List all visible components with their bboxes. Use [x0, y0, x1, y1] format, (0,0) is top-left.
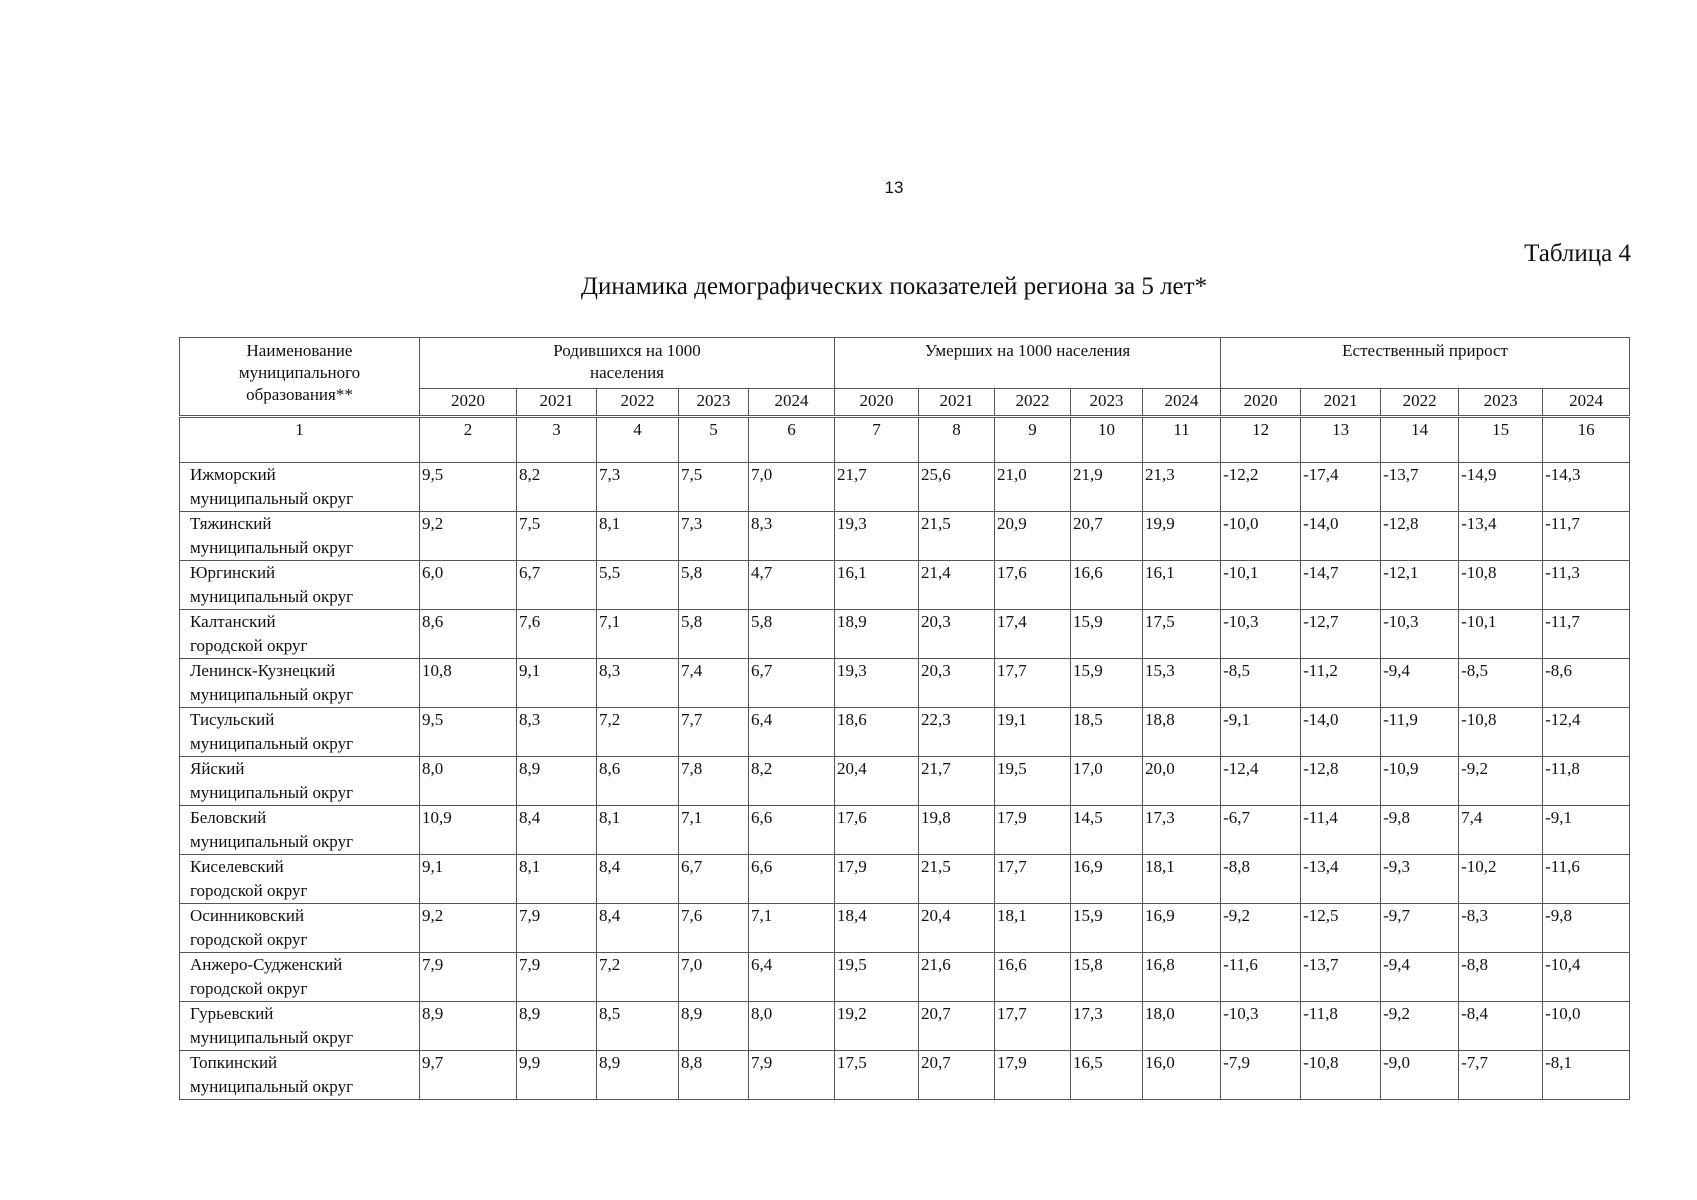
value-cell: -9,1: [1543, 806, 1630, 855]
value-cell: 7,8: [679, 757, 749, 806]
value-cell: 8,4: [517, 806, 597, 855]
value-cell: 8,3: [517, 708, 597, 757]
value-cell: -11,2: [1301, 659, 1381, 708]
column-number-cell: 6: [749, 417, 835, 463]
table-row: [180, 610, 1630, 659]
value-cell: 20,3: [919, 659, 995, 708]
municipality-type: муниципальный округ: [190, 832, 354, 851]
value-cell: 7,0: [749, 463, 835, 512]
value-cell: 21,9: [1071, 463, 1143, 512]
value-cell: 17,6: [835, 806, 919, 855]
value-cell: 21,5: [919, 855, 995, 904]
value-cell: 8,9: [517, 757, 597, 806]
municipality-name-cell: [180, 904, 420, 953]
municipality-type: муниципальный округ: [190, 783, 354, 802]
value-cell: 18,4: [835, 904, 919, 953]
value-cell: 21,0: [995, 463, 1071, 512]
value-cell: -12,2: [1221, 463, 1301, 512]
value-cell: 18,1: [995, 904, 1071, 953]
value-cell: 19,1: [995, 708, 1071, 757]
value-cell: 16,9: [1071, 855, 1143, 904]
value-cell: -10,9: [1381, 757, 1459, 806]
municipality-name: Тисульский: [190, 710, 275, 729]
value-cell: 7,2: [597, 708, 679, 757]
value-cell: 20,4: [835, 757, 919, 806]
value-cell: 21,7: [835, 463, 919, 512]
value-cell: 16,5: [1071, 1051, 1143, 1100]
value-cell: 9,5: [420, 463, 517, 512]
value-cell: 7,0: [679, 953, 749, 1002]
value-cell: 20,7: [1071, 512, 1143, 561]
group-header-row: [180, 338, 1630, 389]
value-cell: -11,8: [1543, 757, 1630, 806]
value-cell: 17,9: [995, 1051, 1071, 1100]
value-cell: -14,3: [1543, 463, 1630, 512]
municipality-type: городской округ: [190, 930, 308, 949]
value-cell: -10,0: [1543, 1002, 1630, 1051]
value-cell: 20,7: [919, 1051, 995, 1100]
value-cell: -12,4: [1221, 757, 1301, 806]
value-cell: 9,5: [420, 708, 517, 757]
value-cell: 16,1: [835, 561, 919, 610]
value-cell: 15,9: [1071, 659, 1143, 708]
value-cell: 5,8: [679, 610, 749, 659]
value-cell: 16,1: [1143, 561, 1221, 610]
value-cell: 6,4: [749, 953, 835, 1002]
column-number-row: [180, 417, 1630, 463]
value-cell: -10,3: [1221, 610, 1301, 659]
value-cell: 7,2: [597, 953, 679, 1002]
value-cell: 7,5: [517, 512, 597, 561]
municipality-name: Ижморский: [190, 465, 276, 484]
value-cell: 7,6: [517, 610, 597, 659]
value-cell: 7,9: [749, 1051, 835, 1100]
value-cell: -9,8: [1381, 806, 1459, 855]
value-cell: -8,4: [1459, 1002, 1543, 1051]
value-cell: 20,4: [919, 904, 995, 953]
value-cell: 8,1: [517, 855, 597, 904]
value-cell: 21,6: [919, 953, 995, 1002]
municipality-type: муниципальный округ: [190, 685, 354, 704]
value-cell: -8,3: [1459, 904, 1543, 953]
value-cell: 7,1: [679, 806, 749, 855]
value-cell: -11,6: [1221, 953, 1301, 1002]
value-cell: 10,8: [420, 659, 517, 708]
value-cell: -12,1: [1381, 561, 1459, 610]
value-cell: 7,6: [679, 904, 749, 953]
municipality-name: Гурьевский: [190, 1004, 274, 1023]
value-cell: -9,4: [1381, 659, 1459, 708]
value-cell: 20,9: [995, 512, 1071, 561]
year-header-cell: 2022: [1381, 389, 1459, 417]
value-cell: 16,6: [995, 953, 1071, 1002]
municipality-type: муниципальный округ: [190, 538, 354, 557]
value-cell: 19,3: [835, 659, 919, 708]
value-cell: -7,9: [1221, 1051, 1301, 1100]
value-cell: 8,6: [597, 757, 679, 806]
table-row: [180, 806, 1630, 855]
value-cell: 15,3: [1143, 659, 1221, 708]
value-cell: 8,9: [679, 1002, 749, 1051]
value-cell: -9,7: [1381, 904, 1459, 953]
municipality-name: Топкинский: [190, 1053, 278, 1072]
value-cell: 17,0: [1071, 757, 1143, 806]
value-cell: -9,2: [1381, 1002, 1459, 1051]
value-cell: 8,9: [597, 1051, 679, 1100]
table-row: [180, 1051, 1630, 1100]
column-number-cell: 3: [517, 417, 597, 463]
year-header-cell: 2024: [749, 389, 835, 417]
value-cell: 9,2: [420, 904, 517, 953]
value-cell: 5,5: [597, 561, 679, 610]
value-cell: 8,5: [597, 1002, 679, 1051]
value-cell: 20,7: [919, 1002, 995, 1051]
value-cell: -10,3: [1221, 1002, 1301, 1051]
value-cell: 8,4: [597, 904, 679, 953]
header-births: Родившихся на 1000 населения: [420, 338, 835, 389]
municipality-name-cell: [180, 953, 420, 1002]
year-header-cell: 2020: [420, 389, 517, 417]
column-number-cell: 8: [919, 417, 995, 463]
value-cell: -11,8: [1301, 1002, 1381, 1051]
year-header-cell: 2021: [517, 389, 597, 417]
table-row: [180, 708, 1630, 757]
header-name-column: Наименование муниципального образования**: [180, 338, 420, 417]
column-number-cell: 2: [420, 417, 517, 463]
value-cell: 16,9: [1143, 904, 1221, 953]
municipality-name-cell: [180, 806, 420, 855]
value-cell: 16,8: [1143, 953, 1221, 1002]
value-cell: 17,4: [995, 610, 1071, 659]
value-cell: 7,3: [597, 463, 679, 512]
value-cell: -11,9: [1381, 708, 1459, 757]
municipality-name: Анжеро-Судженский: [190, 955, 343, 974]
year-header-cell: 2023: [1459, 389, 1543, 417]
municipality-name-cell: [180, 610, 420, 659]
value-cell: 15,9: [1071, 610, 1143, 659]
value-cell: 18,0: [1143, 1002, 1221, 1051]
value-cell: 8,3: [749, 512, 835, 561]
value-cell: 17,3: [1143, 806, 1221, 855]
value-cell: -14,0: [1301, 708, 1381, 757]
value-cell: -10,1: [1459, 610, 1543, 659]
value-cell: 15,8: [1071, 953, 1143, 1002]
value-cell: 19,3: [835, 512, 919, 561]
value-cell: 17,7: [995, 659, 1071, 708]
value-cell: -11,4: [1301, 806, 1381, 855]
value-cell: 17,7: [995, 1002, 1071, 1051]
table-row: [180, 561, 1630, 610]
value-cell: 8,1: [597, 806, 679, 855]
value-cell: 6,4: [749, 708, 835, 757]
value-cell: 14,5: [1071, 806, 1143, 855]
municipality-name: Тяжинский: [190, 514, 272, 533]
value-cell: -11,7: [1543, 512, 1630, 561]
value-cell: 21,3: [1143, 463, 1221, 512]
table-label: Таблица 4: [1524, 240, 1631, 267]
year-header-cell: 2020: [835, 389, 919, 417]
value-cell: 21,5: [919, 512, 995, 561]
value-cell: 25,6: [919, 463, 995, 512]
value-cell: 7,7: [679, 708, 749, 757]
value-cell: 7,5: [679, 463, 749, 512]
table-row: [180, 1002, 1630, 1051]
header-deaths: Умерших на 1000 населения: [835, 338, 1221, 389]
value-cell: 17,9: [995, 806, 1071, 855]
value-cell: -9,3: [1381, 855, 1459, 904]
value-cell: 8,0: [420, 757, 517, 806]
value-cell: 17,7: [995, 855, 1071, 904]
value-cell: 7,3: [679, 512, 749, 561]
municipality-name-cell: [180, 512, 420, 561]
value-cell: -9,0: [1381, 1051, 1459, 1100]
value-cell: 19,9: [1143, 512, 1221, 561]
value-cell: -9,1: [1221, 708, 1301, 757]
municipality-name: Беловский: [190, 808, 267, 827]
year-header-cell: 2022: [995, 389, 1071, 417]
value-cell: 7,9: [420, 953, 517, 1002]
value-cell: -10,8: [1301, 1051, 1381, 1100]
table-row: [180, 904, 1630, 953]
value-cell: -9,8: [1543, 904, 1630, 953]
municipality-name-cell: [180, 855, 420, 904]
municipality-type: городской округ: [190, 979, 308, 998]
value-cell: -8,8: [1459, 953, 1543, 1002]
value-cell: -10,2: [1459, 855, 1543, 904]
value-cell: 6,7: [749, 659, 835, 708]
value-cell: -13,4: [1301, 855, 1381, 904]
value-cell: 8,9: [517, 1002, 597, 1051]
value-cell: 20,3: [919, 610, 995, 659]
column-number-cell: 5: [679, 417, 749, 463]
value-cell: -10,3: [1381, 610, 1459, 659]
year-header-cell: 2023: [679, 389, 749, 417]
value-cell: 10,9: [420, 806, 517, 855]
value-cell: -13,7: [1301, 953, 1381, 1002]
value-cell: -14,0: [1301, 512, 1381, 561]
value-cell: 8,8: [679, 1051, 749, 1100]
year-header-cell: 2022: [597, 389, 679, 417]
value-cell: 8,1: [597, 512, 679, 561]
table-row: [180, 953, 1630, 1002]
value-cell: 7,1: [597, 610, 679, 659]
value-cell: -13,4: [1459, 512, 1543, 561]
value-cell: -12,5: [1301, 904, 1381, 953]
value-cell: 7,4: [1459, 806, 1543, 855]
value-cell: 19,2: [835, 1002, 919, 1051]
value-cell: 8,3: [597, 659, 679, 708]
value-cell: 7,9: [517, 953, 597, 1002]
value-cell: -11,3: [1543, 561, 1630, 610]
column-number-cell: 14: [1381, 417, 1459, 463]
municipality-name: Киселевский: [190, 857, 284, 876]
value-cell: -9,2: [1459, 757, 1543, 806]
value-cell: 5,8: [749, 610, 835, 659]
value-cell: -12,7: [1301, 610, 1381, 659]
column-number-cell: 7: [835, 417, 919, 463]
value-cell: 8,2: [749, 757, 835, 806]
value-cell: 8,9: [420, 1002, 517, 1051]
year-header-cell: 2020: [1221, 389, 1301, 417]
value-cell: -7,7: [1459, 1051, 1543, 1100]
value-cell: 5,8: [679, 561, 749, 610]
value-cell: 17,3: [1071, 1002, 1143, 1051]
value-cell: 18,9: [835, 610, 919, 659]
municipality-name: Юргинский: [190, 563, 276, 582]
value-cell: 18,6: [835, 708, 919, 757]
demographics-table: [179, 337, 1630, 1100]
value-cell: 7,9: [517, 904, 597, 953]
municipality-type: муниципальный округ: [190, 1077, 354, 1096]
year-header-cell: 2024: [1543, 389, 1630, 417]
value-cell: 8,2: [517, 463, 597, 512]
value-cell: 9,2: [420, 512, 517, 561]
value-cell: -8,5: [1221, 659, 1301, 708]
value-cell: -9,4: [1381, 953, 1459, 1002]
value-cell: 8,4: [597, 855, 679, 904]
value-cell: 15,9: [1071, 904, 1143, 953]
value-cell: 9,1: [517, 659, 597, 708]
value-cell: 18,5: [1071, 708, 1143, 757]
municipality-name-cell: [180, 708, 420, 757]
value-cell: -11,6: [1543, 855, 1630, 904]
value-cell: 9,1: [420, 855, 517, 904]
value-cell: -17,4: [1301, 463, 1381, 512]
value-cell: -14,7: [1301, 561, 1381, 610]
value-cell: 7,1: [749, 904, 835, 953]
value-cell: -10,4: [1543, 953, 1630, 1002]
value-cell: 18,8: [1143, 708, 1221, 757]
value-cell: -13,7: [1381, 463, 1459, 512]
municipality-type: муниципальный округ: [190, 734, 354, 753]
value-cell: -6,7: [1221, 806, 1301, 855]
value-cell: 6,6: [749, 806, 835, 855]
table-row: [180, 757, 1630, 806]
value-cell: 9,9: [517, 1051, 597, 1100]
value-cell: 19,5: [995, 757, 1071, 806]
column-number-cell: 12: [1221, 417, 1301, 463]
value-cell: -8,8: [1221, 855, 1301, 904]
value-cell: 17,6: [995, 561, 1071, 610]
municipality-type: городской округ: [190, 881, 308, 900]
column-number-cell: 16: [1543, 417, 1630, 463]
municipality-name-cell: [180, 1002, 420, 1051]
column-number-cell: 13: [1301, 417, 1381, 463]
value-cell: -8,1: [1543, 1051, 1630, 1100]
value-cell: 6,7: [679, 855, 749, 904]
value-cell: 8,6: [420, 610, 517, 659]
municipality-type: муниципальный округ: [190, 1028, 354, 1047]
value-cell: 4,7: [749, 561, 835, 610]
doc-title: Динамика демографических показателей региона за 5 лет*: [580, 273, 1208, 300]
municipality-name-cell: [180, 757, 420, 806]
municipality-name: Яйский: [190, 759, 245, 778]
municipality-type: муниципальный округ: [190, 489, 354, 508]
value-cell: -10,0: [1221, 512, 1301, 561]
value-cell: -12,8: [1381, 512, 1459, 561]
column-number-cell: 15: [1459, 417, 1543, 463]
year-header-cell: 2023: [1071, 389, 1143, 417]
municipality-type: городской округ: [190, 636, 308, 655]
value-cell: -8,5: [1459, 659, 1543, 708]
value-cell: -12,4: [1543, 708, 1630, 757]
value-cell: 22,3: [919, 708, 995, 757]
year-header-cell: 2021: [919, 389, 995, 417]
value-cell: 16,0: [1143, 1051, 1221, 1100]
table-row: [180, 512, 1630, 561]
column-number-cell: 4: [597, 417, 679, 463]
page-number: 13: [884, 178, 904, 197]
value-cell: 6,0: [420, 561, 517, 610]
value-cell: -10,8: [1459, 708, 1543, 757]
municipality-name-cell: [180, 659, 420, 708]
table-row: [180, 855, 1630, 904]
value-cell: 9,7: [420, 1051, 517, 1100]
value-cell: 19,5: [835, 953, 919, 1002]
value-cell: 17,5: [835, 1051, 919, 1100]
value-cell: 16,6: [1071, 561, 1143, 610]
municipality-name-cell: [180, 1051, 420, 1100]
municipality-name: Калтанский: [190, 612, 276, 631]
municipality-name: Ленинск-Кузнецкий: [190, 661, 336, 680]
value-cell: -11,7: [1543, 610, 1630, 659]
table-row: [180, 659, 1630, 708]
value-cell: -8,6: [1543, 659, 1630, 708]
column-number-cell: 1: [180, 417, 420, 463]
municipality-type: муниципальный округ: [190, 587, 354, 606]
value-cell: 18,1: [1143, 855, 1221, 904]
column-number-cell: 10: [1071, 417, 1143, 463]
year-header-cell: 2024: [1143, 389, 1221, 417]
column-number-cell: 9: [995, 417, 1071, 463]
column-number-cell: 11: [1143, 417, 1221, 463]
value-cell: 19,8: [919, 806, 995, 855]
value-cell: -10,1: [1221, 561, 1301, 610]
municipality-name-cell: [180, 463, 420, 512]
header-natural-growth: Естественный прирост: [1221, 338, 1630, 389]
value-cell: 20,0: [1143, 757, 1221, 806]
value-cell: -10,8: [1459, 561, 1543, 610]
value-cell: 7,4: [679, 659, 749, 708]
value-cell: -9,2: [1221, 904, 1301, 953]
value-cell: 6,7: [517, 561, 597, 610]
value-cell: 6,6: [749, 855, 835, 904]
value-cell: 17,9: [835, 855, 919, 904]
value-cell: -12,8: [1301, 757, 1381, 806]
table-row: [180, 463, 1630, 512]
year-header-cell: 2021: [1301, 389, 1381, 417]
value-cell: 21,4: [919, 561, 995, 610]
value-cell: 8,0: [749, 1002, 835, 1051]
municipality-name: Осинниковский: [190, 906, 305, 925]
value-cell: -14,9: [1459, 463, 1543, 512]
municipality-name-cell: [180, 561, 420, 610]
value-cell: 17,5: [1143, 610, 1221, 659]
value-cell: 21,7: [919, 757, 995, 806]
